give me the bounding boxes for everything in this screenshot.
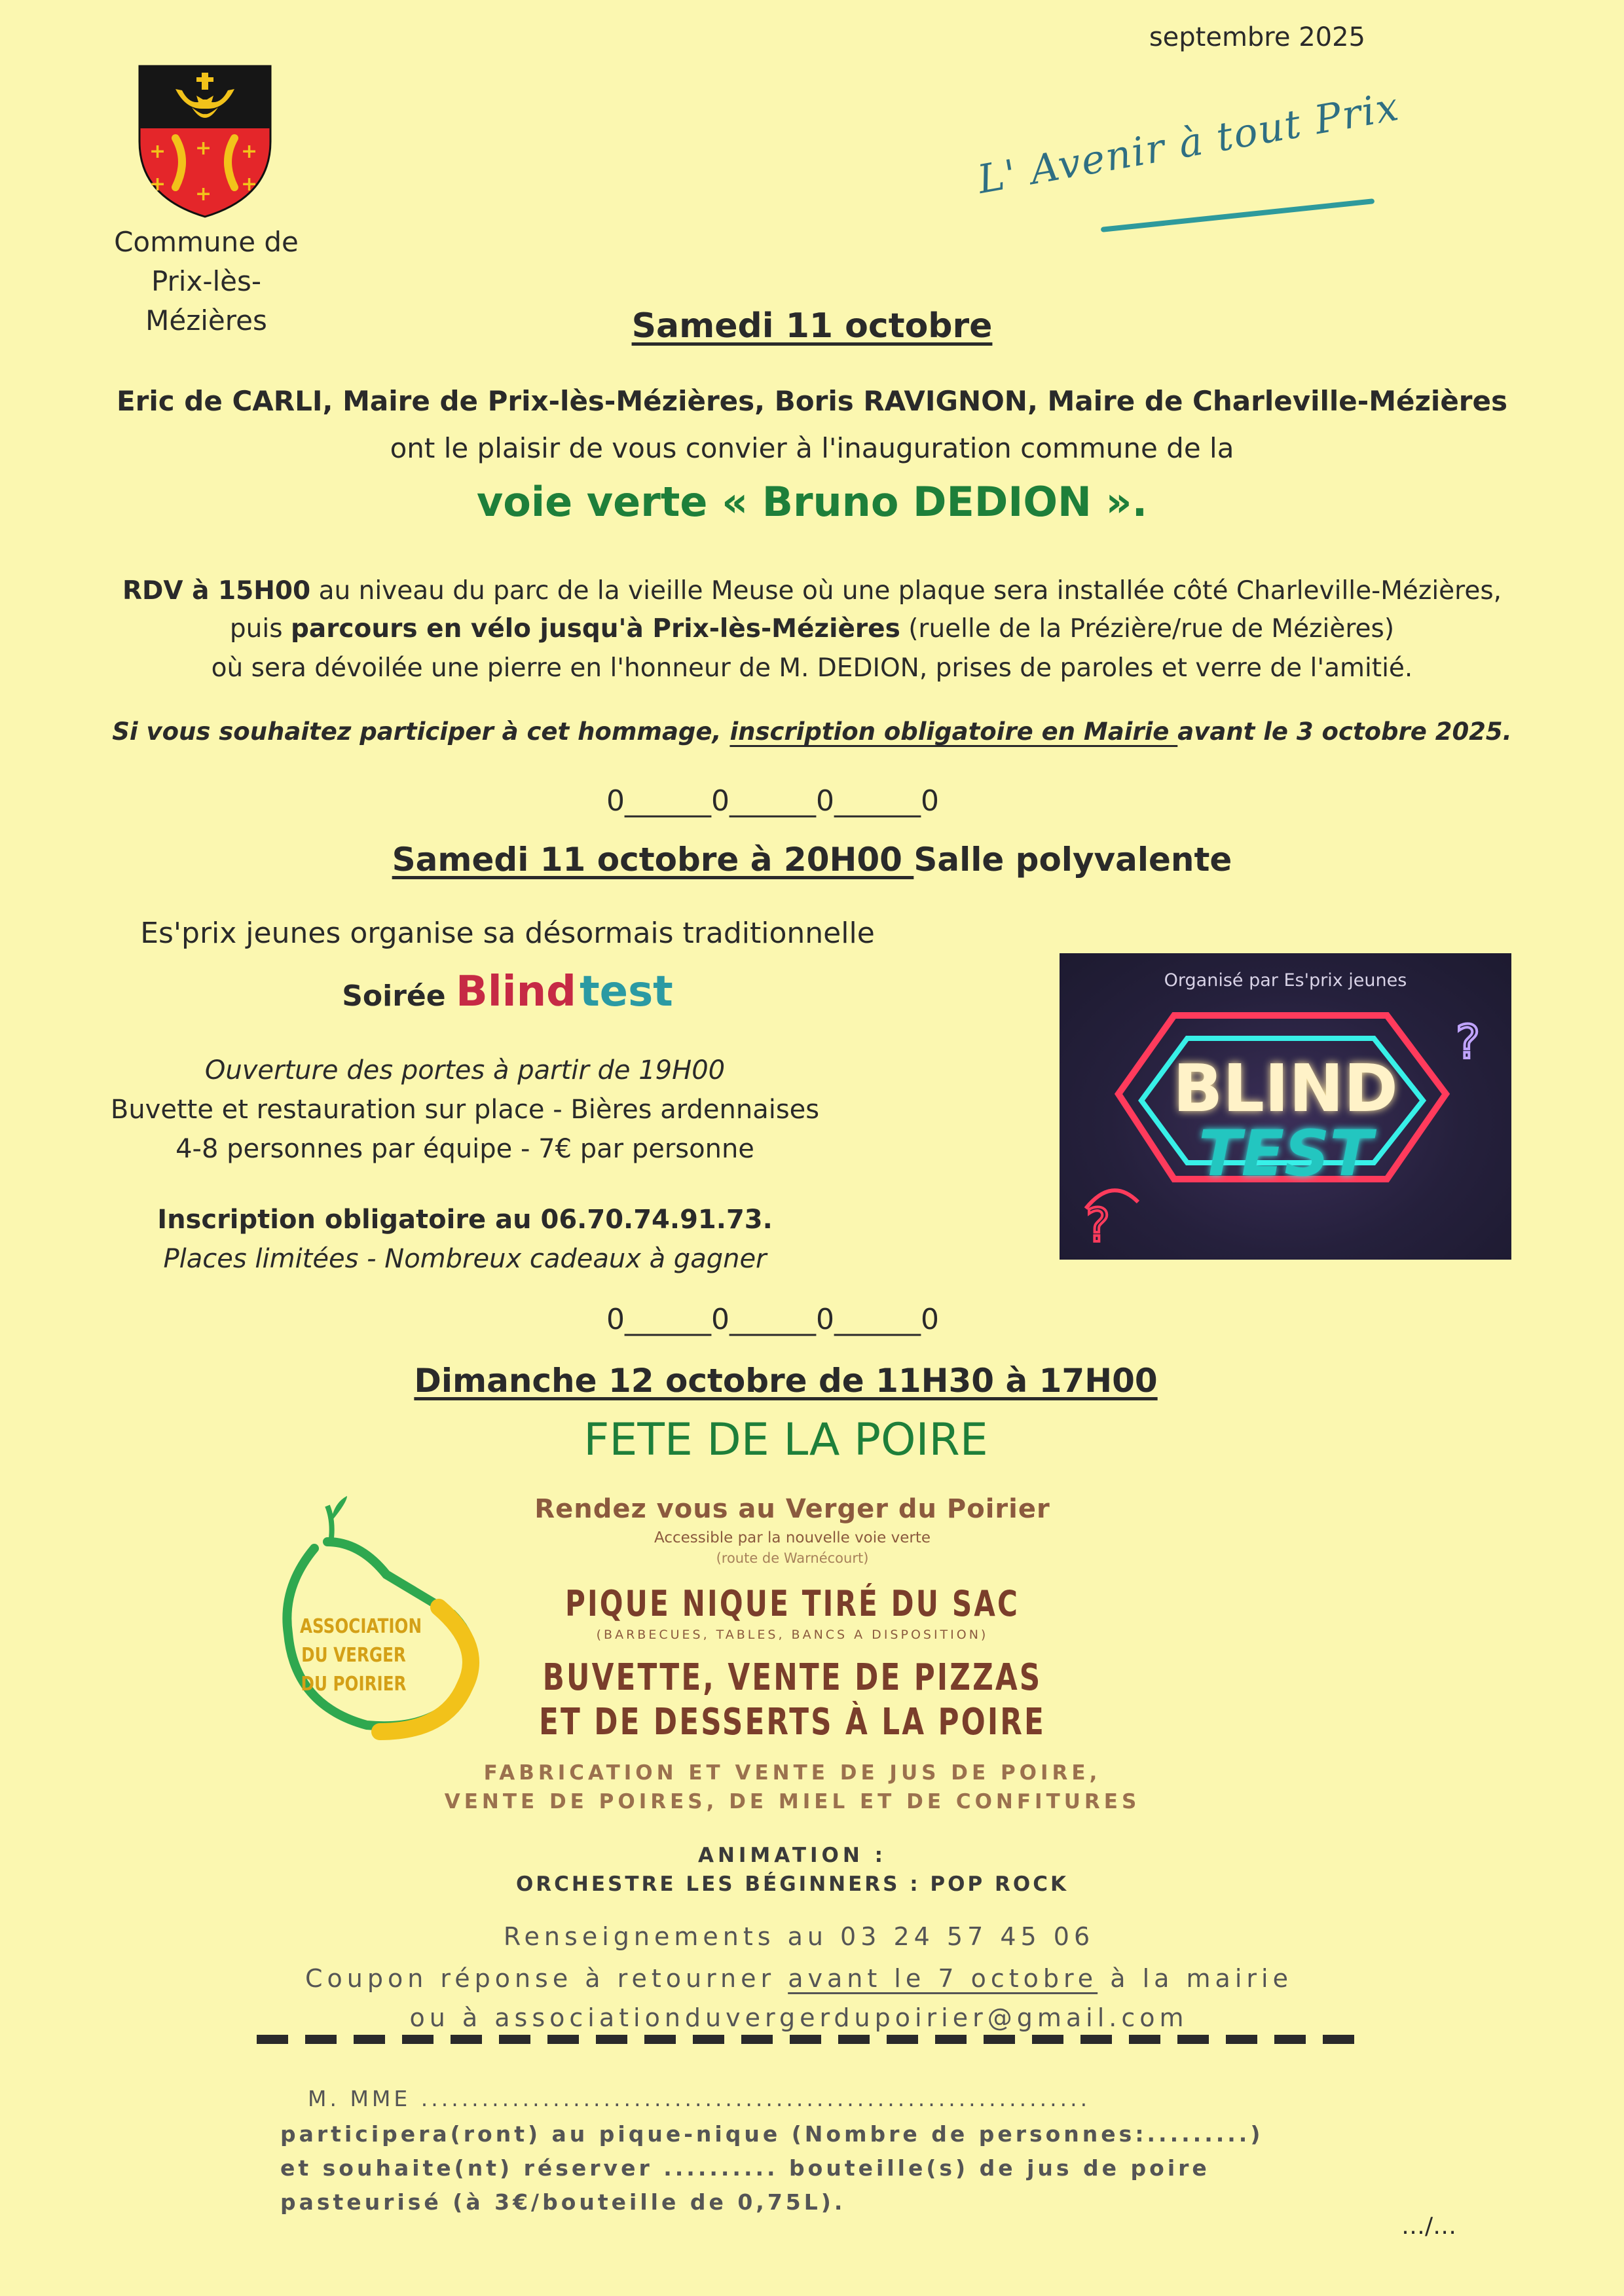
event3-access: Accessible par la nouvelle voie verte [654, 1529, 931, 1546]
coupon-deadline: avant le 7 octobre [788, 1964, 1098, 1993]
document-date: septembre 2025 [1149, 22, 1365, 52]
event1-route [0, 609, 1624, 649]
event3-anim-2: ORCHESTRE LES BÉGINNERS : POP ROCK [515, 1872, 1069, 1896]
form-name-line: M. MME .................................................................. [308, 2086, 1091, 2111]
event3-coupon [0, 1964, 1611, 1993]
event2-title [0, 841, 1624, 879]
event1-registration-note [0, 718, 1624, 746]
test-word: test [580, 968, 673, 1016]
event2-bar: Buvette et restauration sur place - Bières ardennaises [110, 1095, 820, 1125]
logo-line-2: DU VERGER [301, 1644, 406, 1667]
event2-soiree [0, 968, 1015, 1016]
event1-ceremony: où sera dévoilée une pierre en l'honneur de M. DEDION, prises de paroles et verre de l'amitié. [211, 653, 1413, 683]
event3-fab-2: VENTE DE POIRES, DE MIEL ET DE CONFITURES [444, 1790, 1141, 1813]
event1-invite: ont le plaisir de vous convier à l'inauguration commune de la [390, 432, 1234, 464]
route-prefix: puis [229, 614, 291, 644]
svg-text:+: + [149, 173, 166, 196]
poster-test-word: TEST [1198, 1117, 1373, 1190]
event3-fab-1: FABRICATION ET VENTE DE JUS DE POIRE, [483, 1761, 1101, 1785]
event2-inscription: Inscription obligatoire au 06.70.74.91.73. [157, 1205, 773, 1235]
form-juice-line: et souhaite(nt) réserver .......... bouteille(s) de jus de poire [280, 2155, 1210, 2181]
svg-text:+: + [195, 183, 212, 206]
svg-text:?: ? [1456, 1015, 1481, 1069]
soiree-word: Soirée [342, 979, 456, 1013]
event3-info-phone: Renseignements au 03 24 57 45 06 [503, 1922, 1095, 1951]
event2-places: Places limitées - Nombreux cadeaux à gagner [163, 1244, 767, 1274]
event1-title: Samedi 11 octobre [631, 306, 993, 346]
event3-rdv: Rendez vous au Verger du Poirier [534, 1494, 1050, 1524]
slogan-text: L' Avenir à tout Prix [974, 83, 1403, 203]
separator-2: 0______0______0______0 [606, 1303, 939, 1336]
event3-picnic: PIQUE NIQUE TIRÉ DU SAC [564, 1583, 1020, 1624]
commune-line-2: Prix-lès-Mézières [145, 265, 267, 337]
event1-rdv [0, 571, 1624, 611]
logo-line-1: ASSOCIATION [300, 1615, 422, 1638]
event3-email: ou à associationduvergerdupoirier@gmail.com [409, 2003, 1189, 2032]
event1-mayors: Eric de CARLI, Maire de Prix-lès-Mézières, Boris RAVIGNON, Maire de Charleville-Mézières [116, 385, 1507, 417]
commune-crest-icon [136, 63, 274, 220]
poster-caption: Organisé par Es'prix jeunes [1164, 970, 1407, 991]
continued-marker: …/… [1401, 2213, 1457, 2240]
cut-line [257, 2035, 1370, 2044]
event3-buvette-1: BUVETTE, VENTE DE PIZZAS [542, 1656, 1043, 1699]
event3-buvette-2: ET DE DESSERTS À LA POIRE [539, 1701, 1046, 1743]
event3-anim-1: ANIMATION : [697, 1844, 887, 1867]
rdv-text: au niveau du parc de la vieille Meuse où une plaque sera installée côté Charleville-Mézières, [310, 576, 1502, 606]
svg-text:+: + [195, 137, 212, 160]
commune-line-1: Commune de [114, 226, 299, 258]
form-price-line: pasteurisé (à 3€/bouteille de 0,75L). [280, 2189, 846, 2215]
coupon-prefix: Coupon réponse à retourner [305, 1964, 788, 1993]
slogan-underline [1101, 198, 1375, 232]
svg-text:?: ? [1086, 1199, 1111, 1252]
note-deadline: avant le 3 octobre 2025. [1177, 718, 1512, 746]
event2-doors: Ouverture des portes à partir de 19H00 [204, 1055, 726, 1085]
event3-route: (route de Warnécourt) [716, 1550, 869, 1566]
route-rest: (ruelle de la Prézière/rue de Mézières) [900, 614, 1395, 644]
note-prefix: Si vous souhaitez participer à cet hommage, [112, 718, 730, 746]
blind-test-poster [1060, 953, 1511, 1260]
event1-highlight: voie verte « Bruno DEDION ». [476, 478, 1148, 526]
event3-title: Dimanche 12 octobre de 11H30 à 17H00 [414, 1362, 1158, 1400]
separator-1: 0______0______0______0 [606, 784, 939, 818]
route-bold: parcours en vélo jusqu'à Prix-lès-Mézières [290, 614, 900, 644]
event2-venue: Salle polyvalente [913, 841, 1232, 879]
logo-line-3: DU POIRIER [301, 1673, 407, 1696]
event3-picnic-sub: (BARBECUES, TABLES, BANCS A DISPOSITION) [596, 1628, 989, 1642]
poster-blind-word: BLIND [1173, 1050, 1398, 1127]
event2-intro: Es'prix jeunes organise sa désormais traditionnelle [140, 917, 875, 950]
slogan [969, 79, 1467, 249]
svg-text:+: + [241, 173, 258, 196]
rdv-time: RDV à 15H00 [122, 576, 311, 606]
event3-name: FETE DE LA POIRE [583, 1414, 988, 1466]
event2-date: Samedi 11 octobre à 20H00 [392, 841, 914, 879]
event2-teams: 4-8 personnes par équipe - 7€ par personne [175, 1134, 754, 1164]
form-picnic-line: participera(ront) au pique-nique (Nombre de personnes:.........) [280, 2121, 1264, 2147]
svg-text:+: + [241, 140, 258, 163]
coupon-suffix: à la mairie [1098, 1964, 1293, 1993]
svg-text:+: + [149, 140, 166, 163]
blind-word: Blind [455, 968, 576, 1016]
note-underlined: inscription obligatoire en Mairie [729, 718, 1178, 746]
